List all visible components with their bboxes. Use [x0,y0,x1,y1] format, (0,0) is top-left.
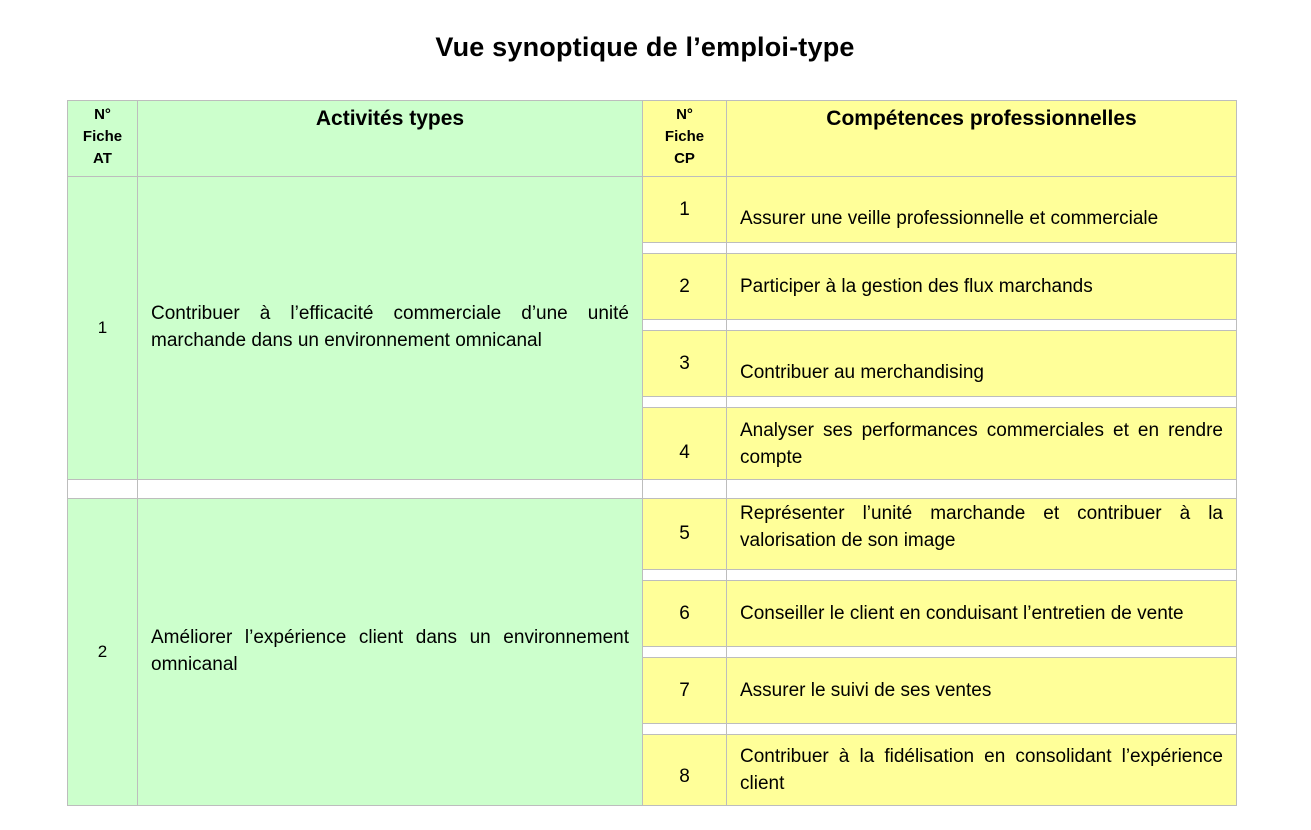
activity-number: 1 [67,176,138,480]
competence-label-text: Participer à la gestion des flux marchands [740,276,1093,297]
spacer-cell [642,479,727,499]
spacer-cell [726,479,1237,499]
header-fiche-at [67,100,138,177]
competence-label-text: Conseiller le client en conduisant l’entretien de vente [740,603,1184,624]
header-activites-types: Activités types [137,100,643,177]
competence-label-text: Analyser ses performances commerciales et en rendre compte [740,419,1223,468]
competence-label-text: Assurer une veille professionnelle et commerciale [740,208,1159,229]
competence-number: 2 [642,253,727,320]
spacer-cell [137,479,643,499]
activity-label-text: Améliorer l’expérience client dans un environnement omnicanal [151,627,629,675]
competence-label [726,657,1237,724]
header-competences: Compétences professionnelles [726,100,1237,177]
header-fiche-at-line1: N° [94,106,111,123]
competence-number-text: 4 [679,441,690,463]
competence-number: 7 [642,657,727,724]
competence-label-text: Représenter l’unité marchande et contribuer à la valorisation de son image [740,503,1223,551]
header-fiche-at-line2: Fiche [82,128,123,145]
header-fiche-at-line3: AT [93,150,112,167]
competence-label-text: Contribuer à la fidélisation en consolidant l’expérience client [740,746,1223,794]
activity-number: 2 [67,498,138,806]
activity-label-text: Contribuer à l’efficacité commerciale d’une unité marchande dans un environnement omnicanal [151,303,629,351]
activity-label [137,498,643,806]
spacer-cell [67,479,138,499]
competence-label [726,734,1237,806]
page-title: Vue synoptique de l’emploi-type [435,32,855,62]
competence-label [726,580,1237,647]
competence-number: 5 [642,498,727,570]
competence-number: 6 [642,580,727,647]
competence-number-text: 8 [679,766,690,787]
competence-label [726,407,1237,480]
competence-number [642,407,727,480]
header-fiche-cp-line3: CP [674,150,695,167]
activity-label [137,176,643,480]
competence-label [726,498,1237,570]
competence-number [642,734,727,806]
header-fiche-cp [642,100,727,177]
competence-label [726,176,1237,243]
competence-label-text: Contribuer au merchandising [740,362,984,383]
competence-number: 1 [642,176,727,243]
header-fiche-cp-line1: N° [676,106,693,123]
competence-label [726,330,1237,397]
header-fiche-cp-line2: Fiche [664,128,705,145]
competence-number: 3 [642,330,727,397]
competence-label [726,253,1237,320]
competence-label-text: Assurer le suivi de ses ventes [740,680,992,701]
